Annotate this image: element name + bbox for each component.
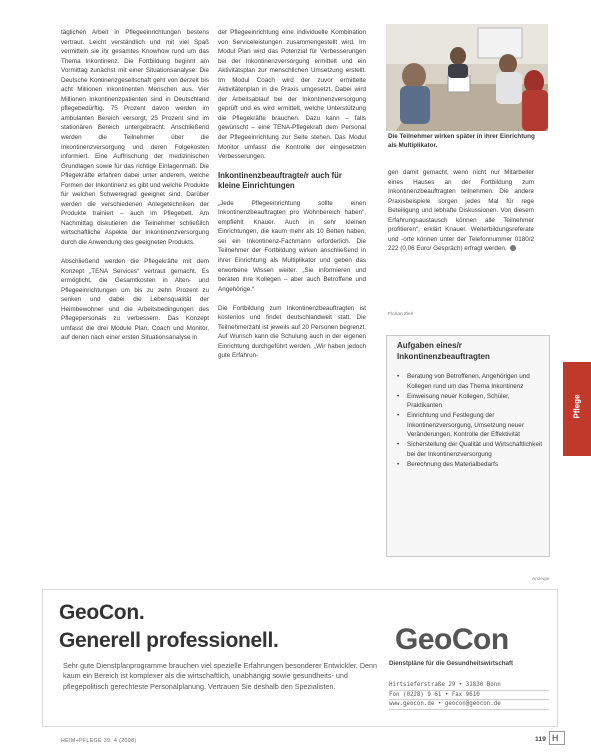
- ad-tagline: Dienstpläne für die Gesundheitswirtschaft: [389, 660, 514, 667]
- page-number: 119: [535, 736, 546, 743]
- geocon-logo-text: GeoCon: [395, 623, 509, 656]
- geocon-logo: [395, 624, 547, 656]
- article-paragraph: täglichen Arbeit in Pflegeeinrichtungen bestens vertraut. Leicht verständlich und mit viel Spaß vermitteln sie ihr gesamtes Knowhow rund um das Thema Inkontinenz. Die Fortbildung beginnt am Vormittag zunächst mit einer Situationsanalyse: Die Deutsche Kontinenzgesellschaft geht von derzeit bis acht Millionen inkontinenten Menschen aus. Vier Millionen Inkontinenzpatienten sind in Deutschland pflegebedürftig. 75 Prozent davon werden im ambulanten Bereich versorgt, 25 Prozent sind im stationären Bereich untergebracht. Anschließend werden die Teilnehmer über die Inkontinenzversorgung und deren Folgekosten informiert. Eine Auffrischung der medizinischen Grundlagen sowie für das richtige Einlagenmaß. Die Pflegekräfte erfahren dabei unter anderem, welche Formen der Inkontinenz es gibt und welche Produkte für welchen Schweregrad geeignet sind. Darüber werden die verschiedenen Anlegetechniken der Produkte trainiert – auch im Pflegebett. Am Nachmittag diskutieren die Teilnehmer schließlich wirtschaftliche Aspekte der Inkontinenzversorgung durch die Anwendung des geeigneten Produkts.: [61, 29, 209, 247]
- seminar-photo-illustration: [386, 24, 548, 131]
- ad-address-line: Hirtsieferstraße 29 • 31830 Bonn: [389, 681, 549, 691]
- magazine-logo-letter: H: [552, 733, 559, 743]
- section-tab-label: Pflege: [572, 394, 582, 419]
- article-paragraph: [388, 168, 534, 254]
- article-column-3: [388, 168, 534, 293]
- article-subheading: Inkontinenzbeauftragte/r auch für kleine Einrichtungen: [218, 171, 342, 190]
- list-item: • Einrichtung und Festlegung der Inkontinenzversorgung, Umsetzung neuer Veränderungen, Kontrolle der Effektivität: [397, 411, 543, 440]
- list-item: • Sicherstellung der Qualität und Wirtschaftlichkeit bei der Inkontinenzversorgung: [397, 440, 543, 459]
- ad-headline: GeoCon.: [59, 601, 145, 624]
- info-box: [386, 335, 550, 557]
- article-paragraph: der Pflegeeinrichtung eine individuelle Kombination von Serviceleistungen zusammengestellt wird. Im Modul Plan wird das Potenzial für Verbesserungen bei der Inkontinenzversorgung ermittelt und ein Aktivitätsplan zur menschlichen Umsetzung erstellt. Im Modul Coach wird der zuvor ermittelte Aktivitätenplan in die Praxis umgesetzt. Dabei wird der Arbeitsablauf bei der Inkontinenzversorgung geprüft und es wird ermittelt, welche Unterstützung die Pflegekräfte brauchen. Dazu kann – falls gewünscht – eine TENA-Pflegekraft dem Personal der Pflegeeinrichtung zur Seite stehen. Das Modul Monitor umfasst die Kontrolle der eingesetzten Verbesserungen.: [218, 29, 366, 161]
- ad-body-text: Sehr gute Dienstplanprogramme brauchen viel spezielle Erfahrungen besonderer Entwickler. Denn kaum ein Bereich ist komplexer als die wirtschaftlich, unabhängig sowie gesundheits- und pflegepolitisch gerechteste Personalplanung. Vertrauen Sie deshalb den Spezialisten.: [63, 661, 378, 691]
- footer-publication: HEIM+PFLEGE 39. 4 (2008): [61, 738, 137, 744]
- article-paragraph: „Jede Pflegeeinrichtung sollte einen Inkontinenzbeauftragten pro Wohnbereich haben“, empfiehlt Knauer. Auch in sehr kleinen Einrichtungen, die kaum mehr als 10 Betten haben, sei ein Inkontinenz-Fachmann erforderlich. Die Teilnehmer der Fortbildung wirken anschließend in ihrer Einrichtung als Multiplikator und geben das erworbene Wissen weiter. „Sie informieren und beraten ihre Kollegen – aber auch Betroffene und Angehörige.“: [218, 199, 366, 293]
- photo-caption: Die Teilnehmer wirken später in ihrer Einrichtung als Multiplikator.: [388, 133, 535, 149]
- article-paragraph: Die Fortbildung zum Inkontinenzbeauftragten ist kostenlos und findet deutschlandweit statt. Die Teilnehmerzahl ist jeweils auf 20 Personen begrenzt. Auf Wunsch kann die Schulung auch in der eigenen Einrichtung durchgeführt werden. „Wir haben jedoch gute Erfahrun-: [218, 304, 366, 360]
- ad-address-line: www.geocon.de • geocon@geocon.de: [389, 700, 549, 710]
- article-column-1: [61, 28, 209, 553]
- article-paragraph: Abschließend werden die Pflegekräfte mit dem Konzept „TENA Services“ vertraut gemacht. Es ermöglicht, die Gesamtkosten in Alten- und Pflegeeinrichtungen um bis zu zehn Prozent zu senken und dabei die Lebensqualität der Heimbewohner und die Arbeitsbedingungen des Pflegepersonals zu verbessern. Das Konzept umfasst die drei Module Plan, Coach und Monitor, auf denen nach einer ersten Situationsanalyse in: [61, 258, 209, 342]
- article-photo: [386, 24, 548, 131]
- list-item: • Einweisung neuer Kollegen, Schüler, Praktikanten: [397, 392, 543, 411]
- article-author: Florian Zierl: [388, 312, 414, 317]
- advertisement: [42, 589, 558, 727]
- ad-address: [389, 681, 549, 710]
- end-of-article-icon: [510, 245, 516, 251]
- article-column-2: [218, 28, 366, 553]
- info-box-title: Aufgaben eines/r Inkontinenzbeauftragten: [397, 341, 490, 361]
- ad-label: Anzeige: [532, 577, 550, 582]
- magazine-logo-icon: [549, 731, 565, 745]
- list-item: • Beratung von Betroffenen, Angehörigen und Kollegen rund um das Thema Inkontinenz: [397, 372, 543, 391]
- list-item: • Berechnung des Materialbedarfs: [397, 460, 543, 470]
- article-paragraph-text: gen damit gemacht, wenn nicht nur Mitarbeiter eines Hauses an der Fortbildung zum Inkontinenzbeauftragten teilnehmen. Die andere Praxisbeispiele sorgen jedes Mal für rege Beteiligung und lebhafte Diskussionen. Von diesem Erfahrungsaustausch können alle Teilnehmer profitieren“, erklärt Knauer. Weiterbildungsreferate und -orte können unter der Telefonnummer 0180/2 222 (0,06 Euro/ Gespräch) erfragt werden.: [388, 169, 534, 253]
- info-box-list: [397, 372, 543, 470]
- ad-headline: Generell professionell.: [59, 629, 279, 652]
- ad-address-line: Fon (0228) 9 61 • Fax 9610: [389, 691, 549, 701]
- section-tab: [563, 362, 591, 456]
